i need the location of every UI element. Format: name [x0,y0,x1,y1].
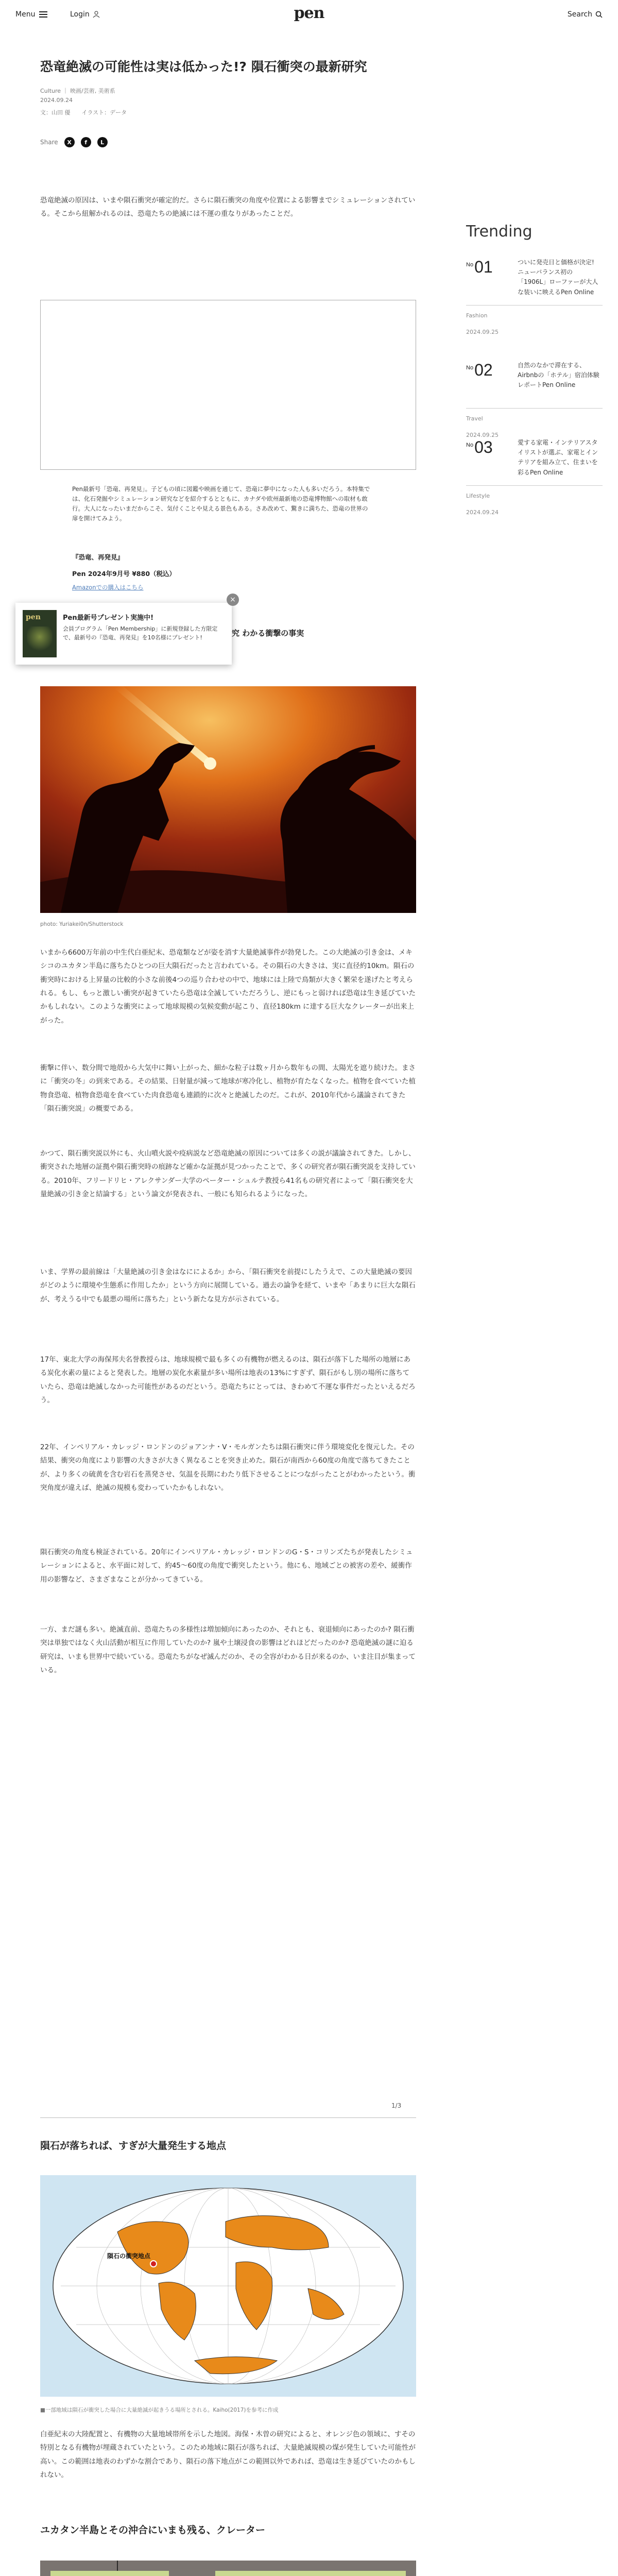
article-category[interactable]: Culture ｜ 映画/芸術, 美術系 [40,88,115,94]
hero-image [40,686,416,913]
trending-rank: $^{No}$02 [466,361,493,379]
menu-button[interactable] [15,10,47,19]
x-share-icon[interactable]: X [64,137,75,147]
promo-title: 『恐竜、再発見』 [72,553,124,561]
amazon-link[interactable]: Amazonでの購入はこちら [72,584,144,591]
body-paragraph: 衝撃に伴い、数分間で地殻から大気中に舞い上がった、細かな粒子は数ヶ月から数年もの間、太陽光を遮り続けた。まさに「衝突の冬」の到来である。その結果、日射量が減って地球が寒冷化し、植物が育たなくなった。植物を食べていた植物食恐竜、植物食恐竜を食べていた肉食恐竜も連鎖的に次々と絶滅したのだ。これが、2010年代から議論されてきた「隕石衝突説」の概要である。 [40,1064,416,1113]
promo-description: Pen最新号「恐竜、再発見」。子どもの頃に図鑑や映画を通じて、恐竜に夢中になった人も多いだろう。本特集では、化石発掘やシミュレーション研究などを紹介するとともに、カナダや欧州最新地の恐竜博物館への取材も敢行。大人になったいまだからこそ、気付くことや見える景色もある。さあ改めて、驚きに満ちた、恐竜の世界の扉を開けてみよう。 [72,485,370,522]
trending-rank: $^{No}$03 [466,438,493,456]
top-bar [0,0,618,31]
trending-date: 2024.09.24 [466,509,499,516]
paleo-world-map [40,2175,416,2397]
site-logo[interactable]: pen [294,4,324,22]
present-popup[interactable] [15,603,232,665]
body-paragraph: 白亜紀末の大陸配置と、有機物の大量地域帯所を示した地図。海保・木曽の研究によると、オレンジ色の領域に、すその特別となる有機物が埋蔵されていたという。このため地域に隕石が落ちれば、大量絶滅規模の煤が発生していた可能性が高い。この範囲は地表のわずかな割合であり、隕石の落下地点がこの範囲以外であれば、恐竜は生き延びていたのかもしれない。 [40,2430,416,2479]
trending-source: Lifestyle [466,493,490,499]
user-icon [93,11,100,18]
trending-rank-number: 02 [474,361,493,379]
divider [466,305,603,306]
divider [40,2117,416,2118]
divider [466,485,603,486]
page-number: 1/3 [391,2102,402,2109]
body-paragraph: 一方、まだ謎も多い。絶滅直前、恐竜たちの多様性は増加傾向にあったのか、それとも、衰退傾向にあったのか? 隕石衝突は単独ではなく火山活動が相互に作用していたのか? 嵐や土壌浸食の影響はどれほどだったのか? 恐竜絶滅の謎に迫る研究は、いまも世界中で続いている。恐竜たちがなぜ滅んだのか、その全容がわかる日が来るのか、いま注目が集まっている。 [40,1625,416,1674]
cover-logo: pen [26,613,41,621]
body-paragraph: 22年、インペリアル・カレッジ・ロンドンのジョアンナ・V・モルガンたちは隕石衝突に伴う環境変化を復元した。その結果、衝突の角度により影響の大きさが大きく異なることを突き止めた。隕石が南西から60度の角度で落ちてきたことが、より多くの硫黄を含む岩石を蒸発させ、気温を長期にわたり低下させることにつながったことがわかったという。衝突角度が違えば、絶滅の規模も変わっていたかもしれない。 [40,1443,416,1492]
trending-source: Travel [466,415,483,422]
article-lead: 恐竜絶滅の原因は、いまや隕石衝突が確定的だ。さらに隕石衝突の角度や位置による影響までシミュレーションされている。そこから紐解かれるのは、恐竜たちの絶滅には不運の重なりがあったことだ。 [40,196,416,218]
line-share-icon[interactable]: L [97,137,108,147]
section-title: 隕石が落ちれば、すぎが大量発生する地点 [40,2140,227,2151]
promo-price: Pen 2024年9月号 ¥880（税込） [72,570,176,578]
close-icon[interactable]: × [227,594,239,606]
article-title: 恐竜絶滅の可能性は実は低かった!? 隕石衝突の最新研究 [40,59,367,74]
popup-title: Pen最新号プレゼント実施中! [63,614,154,622]
divider [466,408,603,409]
search-icon [595,11,603,18]
impact-point-label: 隕石の衝突地点 [107,2252,151,2260]
body-paragraph: いまから6600万年前の中生代白亜紀末、恐竜類などが姿を消す大量絶滅事件が勃発した。この大絶滅の引き金は、メキシコのユカタン半島に落ちたひとつの巨大隕石だったと言われている。その隕石の大きさは、実に直径約10km。隕石の衝突時における上昇量の比較的小さな前後4つの巡り合わせの中で、地球には上陸で鳥類が大きく繁栄を遂げたと考えられる。もし、もっと激しい衝突が起きていたら恐竜は全滅していただろうし、逆にもっと弱ければ恐竜は生き延びていたかもしれない。このような衝突によって地球規模の気候変動が起こり、直径180km に達する巨大なクレーターが出来上がった。 [40,948,416,1025]
menu-label: Menu [15,10,36,19]
article-date: 2024.09.24 [40,97,73,104]
hero-caption: photo: Yuriakei0n/Shutterstock [40,921,124,927]
facebook-share-icon[interactable]: f [81,137,91,147]
trending-date: 2024.09.25 [466,329,499,335]
magazine-cover [23,610,57,657]
popup-text: 会員プログラム「Pen Membership」に新規登録した方限定で、最新号の『恐竜、再発見』を10名様にプレゼント! [63,625,218,641]
figure-caption: ■一部地域は隕石が衝突した場合に大量絶滅が起きうる場所とされる。Kaiho(2017)を参考に作成 [40,2407,279,2413]
section-title: ユカタン半島とその沖合にいまも残る、クレーター [40,2524,266,2536]
login-button[interactable] [70,10,100,19]
body-paragraph: 隕石衝突の角度も検証されている。20年にインペリアル・カレッジ・ロンドンのG・S・コリンズたちが発表したシミュレーションによると、水平面に対して、約45〜60度の角度で衝突したという。他にも、地域ごとの被害の差や、緩衝作用の影響など、さまざまなことが分かってきている。 [40,1548,413,1584]
search-button[interactable] [568,10,603,19]
trending-title: Trending [466,223,533,241]
cover-image [27,626,53,652]
body-paragraph: かつて、隕石衝突説以外にも、火山噴火説や疫病説など恐竜絶滅の原因については多くの説が議論されてきた。しかし、衝突された地層の証拠や隕石衝突時の痕跡など確かな証拠が見つかったことで、多くの研究者が隕石衝突説を支持している。2010年、フリードリヒ・アレクサンダー大学のペーター・シュルテ教授ら41名もの研究者によって「隕石衝突を大量絶滅の引き金と結論する」という論文が発表され、一般にも知られるようになった。 [40,1149,416,1198]
body-paragraph: いま、学界の最前線は「大量絶滅の引き金はなにによるか」から、「隕石衝突を前提にしたうえで、この大量絶滅の要因がどのように環境や生態系に作用したか」という方向に展開している。過去の論争を経て、いまや「あまりに巨大な隕石が、考えうる中でも最悪の場所に落ちた」という新たな見方が示されている。 [40,1268,416,1303]
body-paragraph: 17年、東北大学の海保邦夫名誉教授らは、地球規模で最も多くの有機物が燃えるのは、隕石が落下した場所の地層にある炭化水素の量によると発表した。地層の炭化水素量が多い場所は地表の13%にすぎず、隕石がもし別の場所に落ちていたら、恐竜は絶滅しなかった可能性があるのだという。恐竜たちにとっては、きわめて不運な事件だったといえるだろう。 [40,1355,416,1404]
section-subheading: 究 わかる衝撃の事実 [232,629,304,638]
trending-source: Fashion [466,312,488,319]
yucatan-crater-map [40,2561,416,2576]
article-credit: 文：山田 優 イラスト：データ [40,109,127,116]
trending-rank-number: 01 [474,258,493,276]
search-label: Search [567,10,592,19]
trending-rank: $^{No}$01 [466,258,493,276]
share-bar [40,137,108,147]
trending-item-link[interactable]: 自然のなかで滞在する、Airbnbの「ホテル」宿泊体験レポートPen Online [518,362,599,389]
trending-item-link[interactable]: ついに発売日と価格が決定! ニューバランス初の「1906L」ローファーが大人な装いに映えるPen Online [518,259,598,296]
dinosaur-meteor-illustration [40,686,416,913]
hamburger-icon [39,11,47,18]
promo-box [40,300,416,470]
share-label: Share [40,139,58,146]
trending-date: 2024.09.25 [466,432,499,438]
trending-item-link[interactable]: 愛する家電・インテリアスタイリストが選ぶ、家電とインテリアを組み立て、住まいを彩るPen Online [518,439,598,476]
trending-rank-number: 03 [474,438,493,456]
login-label: Login [70,10,90,19]
